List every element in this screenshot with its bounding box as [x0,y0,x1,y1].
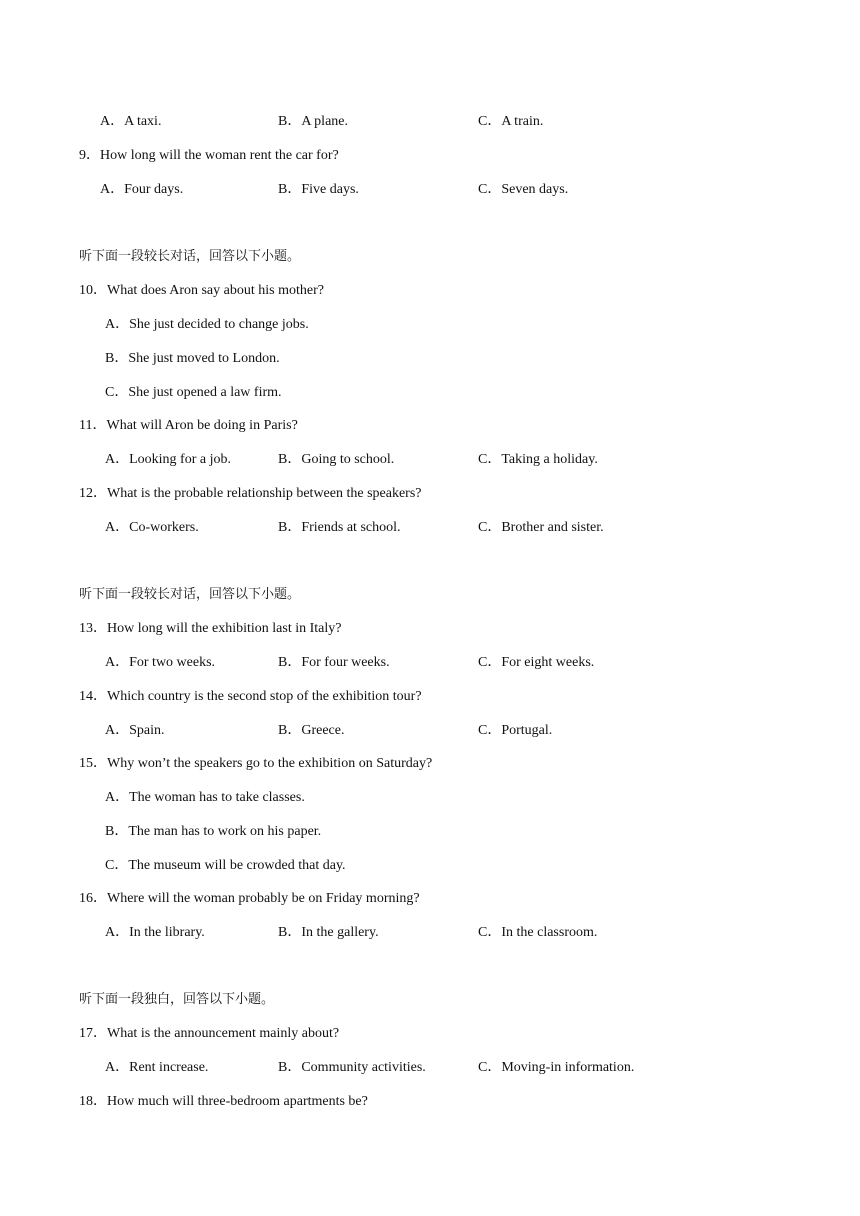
q12-option-b: B．Friends at school. [278,520,401,535]
q9-option-b: B．Five days. [278,182,359,197]
question-11: 11．What will Aron be doing in Paris? [79,418,298,433]
section-heading-dialogue-2: 听下面一段较长对话，回答以下小题。 [79,587,301,602]
q13-option-b: B．For four weeks. [278,655,390,670]
q10-option-c: C．She just opened a law firm. [105,385,282,400]
section-heading-monologue: 听下面一段独白，回答以下小题。 [79,992,275,1007]
q16-option-c: C．In the classroom. [478,925,598,940]
q14-option-a: A．Spain. [105,723,165,738]
q16-option-b: B．In the gallery. [278,925,379,940]
q10-option-b: B．She just moved to London. [105,351,280,366]
question-17: 17．What is the announcement mainly about? [79,1026,340,1041]
q8-option-b: B．A plane. [278,114,348,129]
question-13: 13．How long will the exhibition last in Italy? [79,621,342,636]
q11-option-c: C．Taking a holiday. [478,452,598,467]
q13-option-c: C．For eight weeks. [478,655,595,670]
q11-option-a: A．Looking for a job. [105,452,231,467]
q12-option-c: C．Brother and sister. [478,520,604,535]
q8-option-a: A．A taxi. [100,114,162,129]
question-14: 14．Which country is the second stop of the exhibition tour? [79,689,422,704]
q17-option-c: C．Moving-in information. [478,1060,635,1075]
section-heading-dialogue-1: 听下面一段较长对话，回答以下小题。 [79,249,301,264]
question-18: 18．How much will three-bedroom apartments be? [79,1094,368,1109]
q17-option-b: B．Community activities. [278,1060,426,1075]
q9-option-c: C．Seven days. [478,182,569,197]
q11-option-b: B．Going to school. [278,452,395,467]
q15-option-c: C．The museum will be crowded that day. [105,858,346,873]
q15-option-a: A．The woman has to take classes. [105,790,305,805]
q14-option-c: C．Portugal. [478,723,553,738]
question-10: 10．What does Aron say about his mother? [79,283,324,298]
question-12: 12．What is the probable relationship between the speakers? [79,486,422,501]
q15-option-b: B．The man has to work on his paper. [105,824,322,839]
question-15: 15．Why won’t the speakers go to the exhibition on Saturday? [79,756,433,771]
q16-option-a: A．In the library. [105,925,205,940]
q14-option-b: B．Greece. [278,723,345,738]
q13-option-a: A．For two weeks. [105,655,216,670]
q17-option-a: A．Rent increase. [105,1060,209,1075]
q10-option-a: A．She just decided to change jobs. [105,317,309,332]
question-16: 16．Where will the woman probably be on Friday morning? [79,891,420,906]
q9-option-a: A．Four days. [100,182,184,197]
q12-option-a: A．Co-workers. [105,520,199,535]
question-9: 9．How long will the woman rent the car for? [79,148,339,163]
q8-option-c: C．A train. [478,114,544,129]
